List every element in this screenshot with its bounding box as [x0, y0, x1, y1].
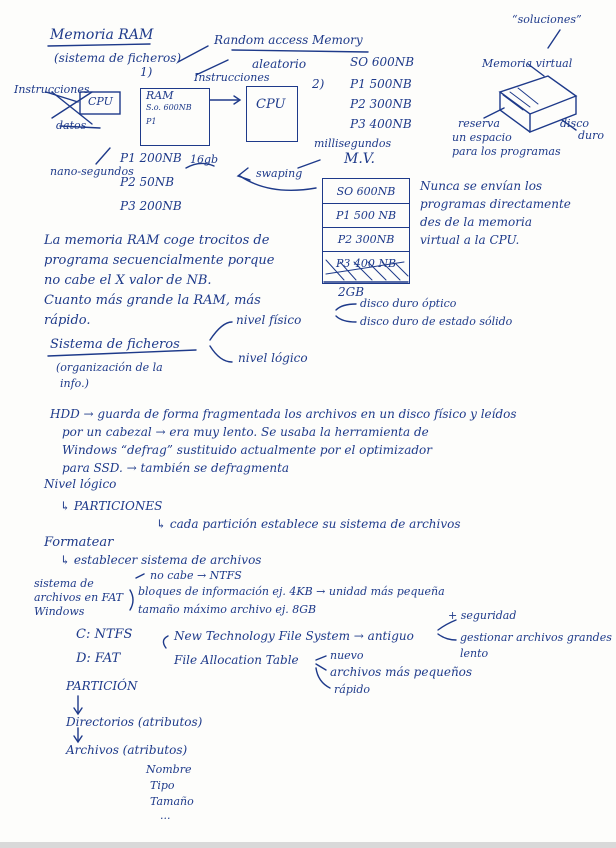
- gestionar-label: gestionar archivos grandes: [460, 631, 612, 644]
- mv-box: [322, 178, 410, 284]
- nivel-logico-heading: Nivel lógico: [44, 477, 117, 491]
- fat-expansion: File Allocation Table: [174, 653, 299, 667]
- lento-label: lento: [460, 647, 489, 660]
- attribute-more: ...: [160, 809, 171, 822]
- page-bottom-edge: [0, 842, 616, 848]
- attribute-tipo: Tipo: [150, 779, 175, 792]
- hdd-line-3: Windows “defrag” sustituido actualmente por el optimizador: [62, 443, 433, 457]
- ram-paragraph-line-4: Cuanto más grande la RAM, más: [44, 293, 261, 308]
- particion-desc: ↳ cada partición establece su sistema de archivos: [156, 517, 461, 531]
- fat-left-1: sistema de: [34, 577, 94, 590]
- aleatorio-label: aleatorio: [252, 57, 307, 71]
- program-left-1: P1 200NB: [120, 151, 182, 165]
- reserva-desc-1: un espacio: [452, 131, 512, 144]
- sistema-ficheros-desc-1: (organización de la: [56, 361, 163, 374]
- hdd-line-1: HDD → guarda de forma fragmentada los archivos en un disco físico y leídos: [50, 407, 517, 421]
- nuevo-label: nuevo: [330, 649, 364, 662]
- particiones-label: ↳ PARTICIONES: [60, 499, 163, 513]
- mv-row-so: SO 600NB: [323, 179, 409, 204]
- drive-c-ntfs: C: NTFS: [76, 627, 133, 642]
- hdd-line-4: para SSD. → también se defragmenta: [62, 461, 290, 475]
- cpu-box: [246, 86, 298, 142]
- ram-paragraph-line-1: La memoria RAM coge trocitos de: [44, 233, 270, 248]
- program-right-2: P1 500NB: [350, 77, 412, 91]
- sistema-ficheros-desc-2: info.): [60, 377, 89, 390]
- ntfs-expansion: New Technology File System → antiguo: [174, 629, 414, 643]
- ram-p1-label: P1: [146, 117, 157, 126]
- disco-label-2: duro: [578, 129, 605, 142]
- reserva-desc-2: para los programas: [452, 145, 561, 158]
- directorios-node: Directorios (atributos): [66, 715, 203, 729]
- mv-row-p2: P2 300NB: [323, 227, 409, 252]
- sistema-ficheros-title: Sistema de ficheros: [50, 337, 180, 352]
- disco-label-1: disco: [560, 117, 589, 130]
- seguridad-label: + seguridad: [448, 609, 517, 622]
- nivel-fisico-label: nivel físico: [236, 313, 302, 327]
- random-access-label: Random access Memory: [214, 33, 363, 47]
- disco-solido-label: disco duro de estado sólido: [360, 315, 513, 328]
- tamano-label: tamaño máximo archivo ej. 8GB: [138, 603, 317, 616]
- reserva-label: reserva: [458, 117, 500, 130]
- no-cabe-label: no cabe → NTFS: [150, 569, 242, 582]
- fat-left-2: archivos en FAT: [34, 591, 124, 604]
- mv-note-1: Nunca se envían los: [420, 179, 543, 193]
- instrucciones-label: Instrucciones: [194, 71, 270, 84]
- milisegundos-label: millisegundos: [314, 137, 392, 150]
- datos-label: datos: [56, 119, 87, 132]
- ram-so-label: S.o. 600NB: [146, 103, 192, 112]
- rapido-label: rápido: [334, 683, 371, 696]
- mv-note-2: programas directamente: [420, 197, 571, 211]
- program-left-2: P2 50NB: [120, 175, 175, 189]
- mv-note-4: virtual a la CPU.: [420, 233, 520, 247]
- fat-left-3: Windows: [34, 605, 85, 618]
- ram-paragraph-line-2: programa secuencialmente porque: [44, 253, 275, 268]
- page-title: Memoria RAM: [50, 27, 154, 43]
- ram-label: RAM: [146, 89, 174, 102]
- attribute-tamano: Tamaño: [150, 795, 194, 808]
- hdd-line-2: por un cabezal → era muy lento. Se usaba la herramienta de: [62, 425, 429, 439]
- marker-1: 1): [140, 65, 153, 79]
- archivos-node: Archivos (atributos): [66, 743, 188, 757]
- drive-d-fat: D: FAT: [76, 651, 121, 666]
- program-right-1: SO 600NB: [350, 55, 415, 69]
- marker-2: 2): [312, 77, 325, 91]
- establecer-label: ↳ establecer sistema de archivos: [60, 553, 262, 567]
- mv-row-p3: P3 400 NB: [335, 256, 397, 270]
- cpu-small-label: CPU: [88, 95, 113, 108]
- bloques-label: bloques de información ej. 4KB → unidad más pequeña: [138, 585, 445, 598]
- cpu-label: CPU: [256, 97, 286, 112]
- quoted-note: “soluciones”: [512, 13, 582, 26]
- program-right-4: P3 400NB: [350, 117, 412, 131]
- particion-node: PARTICIÓN: [66, 679, 138, 693]
- attribute-nombre: Nombre: [146, 763, 192, 776]
- mv-note-3: des de la memoria: [420, 215, 532, 229]
- gb16-label: 16gb: [190, 153, 219, 166]
- mv-label: M.V.: [344, 151, 375, 167]
- pequenos-label: archivos más pequeños: [330, 665, 473, 679]
- nanosegundos-label: nano-segundos: [50, 165, 134, 178]
- disco-optico-label: disco duro óptico: [360, 297, 457, 310]
- memoria-virtual-label: Memoria virtual: [482, 57, 573, 70]
- program-left-3: P3 200NB: [120, 199, 182, 213]
- formatear-label: Formatear: [44, 535, 114, 550]
- mv-row-p1: P1 500 NB: [323, 203, 409, 228]
- swaping-label: swaping: [256, 167, 303, 180]
- mv-size-label: 2GB: [338, 285, 365, 299]
- instrucciones-left: Instrucciones: [14, 83, 90, 96]
- ram-paragraph-line-5: rápido.: [44, 313, 91, 328]
- ram-paragraph-line-3: no cabe el X valor de NB.: [44, 273, 212, 288]
- subtitle: (sistema de ficheros): [54, 51, 182, 65]
- nivel-logico-label: nivel lógico: [238, 351, 308, 365]
- program-right-3: P2 300NB: [350, 97, 412, 111]
